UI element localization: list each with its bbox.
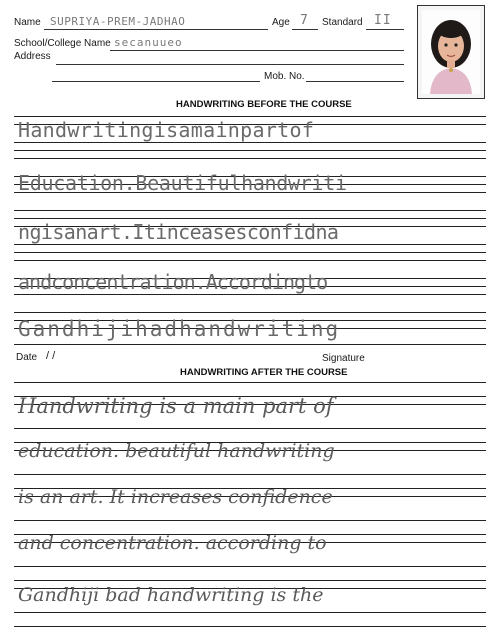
after-writing-area [14, 380, 486, 628]
school-value: secanuueo [114, 36, 183, 49]
before-line-3: ngisanart.Itinceasesconfidna [18, 220, 339, 244]
address-label: Address [14, 51, 51, 62]
student-photo [417, 5, 485, 99]
school-label: School/College Name [14, 38, 111, 49]
age-label: Age [272, 17, 290, 28]
date-label: Date [16, 352, 38, 363]
before-line-5: Gandhijihadhandwriting [18, 317, 341, 341]
after-line-2: education. beautiful handwriting [18, 440, 335, 462]
after-line-1: Handwriting is a main part of [18, 394, 334, 418]
age-value: 7 [300, 13, 309, 28]
girl-photo-icon [418, 6, 484, 98]
mob-label: Mob. No. [264, 71, 305, 82]
after-course-heading: HANDWRITING AFTER THE COURSE [180, 367, 348, 378]
after-line-5: Gandhiji bad handwriting is the [18, 584, 324, 606]
mob-field[interactable] [306, 81, 404, 82]
before-course-heading: HANDWRITING BEFORE THE COURSE [176, 99, 352, 110]
name-value: SUPRIYA-PREM-JADHAO [50, 15, 186, 28]
standard-field[interactable] [366, 29, 404, 30]
signature-label: Signature [322, 353, 365, 364]
before-line-4: andconcentration.Accordingto [18, 270, 328, 294]
age-field[interactable] [292, 29, 318, 30]
after-line-3: is an art. It increases confidence [18, 486, 333, 508]
standard-value: II [374, 13, 392, 28]
standard-label: Standard [322, 17, 363, 28]
after-line-4: and concentration. according to [18, 532, 327, 554]
address-field[interactable] [56, 64, 404, 65]
school-field[interactable] [110, 50, 404, 51]
address-field-line-2[interactable] [52, 81, 260, 82]
name-label: Name [14, 17, 41, 28]
before-writing-area [14, 114, 486, 346]
date-value[interactable]: / / [46, 350, 56, 362]
before-line-1: Handwritingisamainpartof [18, 118, 315, 142]
name-field[interactable] [44, 29, 268, 30]
before-line-2: Education.Beautifulhandwriti [18, 171, 347, 195]
